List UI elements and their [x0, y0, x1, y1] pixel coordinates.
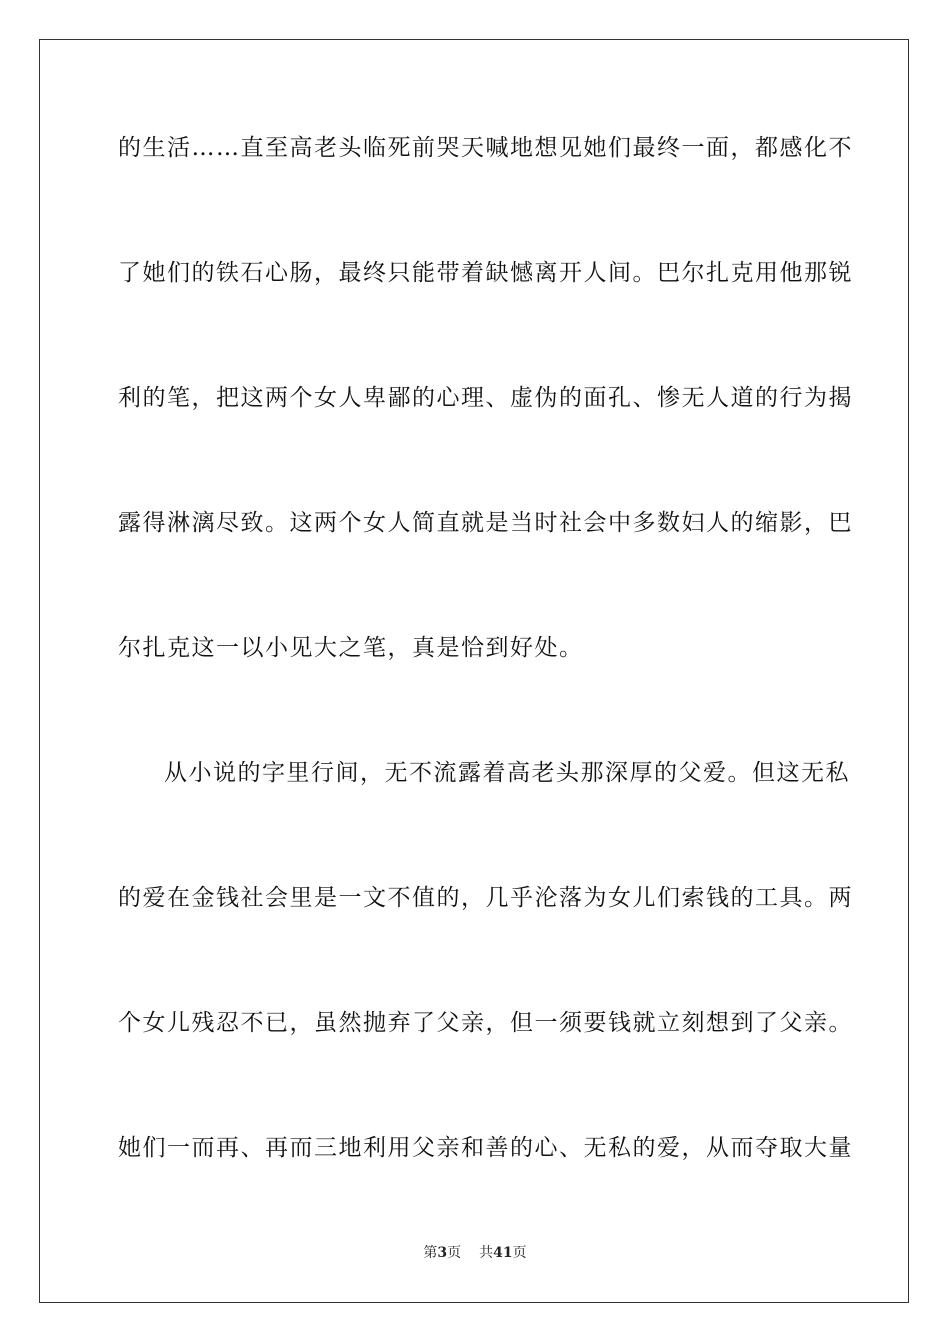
text-line-9: 她们一而再、再而三地利用父亲和善的心、无私的爱，从而夺取大量: [118, 1135, 853, 1161]
page-footer: [0, 1244, 950, 1262]
text-line-3: 利的笔，把这两个女人卑鄙的心理、虚伪的面孔、惨无人道的行为揭: [118, 385, 853, 411]
text-line-6-paragraph-start: 从小说的字里行间，无不流露着高老头那深厚的父爱。但这无私: [164, 760, 850, 786]
text-line-4: 露得淋漓尽致。这两个女人简直就是当时社会中多数妇人的缩影，巴: [118, 510, 853, 536]
total-suffix: 页: [512, 1245, 527, 1261]
text-line-7: 的爱在金钱社会里是一文不值的，几乎沦落为女儿们索钱的工具。两: [118, 885, 853, 911]
text-line-5: 尔扎克这一以小见大之笔，真是恰到好处。: [118, 635, 584, 661]
page-total-number: 41: [493, 1245, 513, 1261]
total-prefix: 共: [479, 1245, 494, 1261]
text-line-2: 了她们的铁石心肠，最终只能带着缺憾离开人间。巴尔扎克用他那锐: [118, 260, 853, 286]
text-line-1: 的生活……直至高老头临死前哭天喊地想见她们最终一面，都感化不: [118, 135, 853, 161]
page-suffix: 页: [447, 1245, 462, 1261]
page-current-number: 3: [437, 1245, 448, 1261]
page-prefix: 第: [423, 1245, 438, 1261]
text-line-8: 个女儿残忍不已，虽然抛弃了父亲，但一须要钱就立刻想到了父亲。: [118, 1010, 853, 1036]
page-border: [39, 39, 909, 1303]
